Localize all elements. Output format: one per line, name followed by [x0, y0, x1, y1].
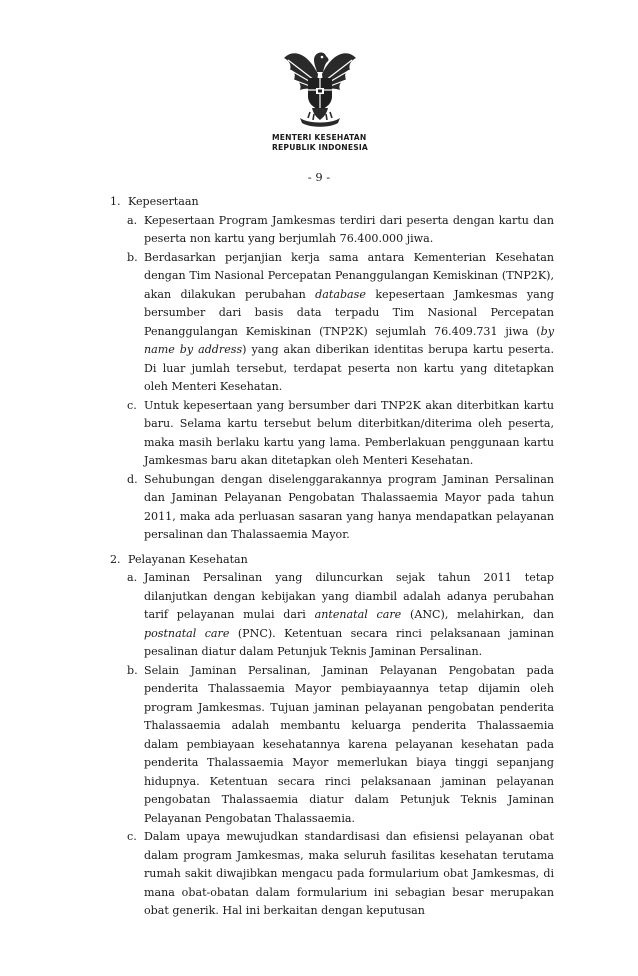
item-text: Kepesertaan Program Jamkesmas terdiri dari peserta dengan kartu dan peserta non kartu yang berjumlah 76.400.000 jiwa.	[144, 213, 554, 245]
section-heading: Kepesertaan	[128, 195, 199, 208]
item-text-italic: by name by address	[144, 324, 554, 356]
item-letter: a.	[127, 213, 138, 227]
item-text: Untuk kepesertaan yang bersumber dari TNP2K akan diterbitkan kartu baru. Selama kartu tersebut belum diterbitkan/diterima oleh peserta, maka masih berlaku kartu yang lama. Pemberlakuan penggunaan kartu Jamkesmas baru akan ditetapkan oleh Menteri Kesehatan.	[144, 398, 554, 467]
item-text: Sehubungan dengan diselenggarakannya program Jaminan Persalinan dan Jaminan Pelayanan Pengobatan Thalassaemia Mayor pada tahun 2011, maka ada perluasan sasaran yang hanya mendapatkan pelayanan persalinan dan Thalassaemia Mayor.	[144, 472, 554, 541]
list-item	[110, 471, 554, 545]
item-text-part: ) yang akan diberikan identitas berupa kartu peserta. Di luar jumlah tersebut, terdapat peserta non kartu yang ditetapkan oleh Menteri Kesehatan.	[144, 343, 554, 393]
item-text-part: (PNC). Ketentuan secara rinci pelaksanaan jaminan pesalinan diatur dalam Petunjuk Teknis Jaminan Persalinan.	[144, 626, 554, 658]
item-letter: b.	[127, 250, 138, 264]
item-letter: b.	[127, 663, 138, 677]
letterhead	[0, 0, 638, 190]
list-item	[110, 249, 554, 397]
ministry-line-1: MENTERI KESEHATAN	[272, 133, 367, 142]
section-title	[110, 551, 554, 570]
section-heading: Pelayanan Kesehatan	[128, 552, 248, 566]
section-number: 1.	[110, 195, 121, 208]
item-letter: d.	[127, 472, 138, 486]
garuda-emblem-icon	[278, 44, 362, 130]
item-text-italic: postnatal care	[144, 626, 230, 640]
list-item	[110, 397, 554, 471]
item-text-part: (ANC), melahirkan, dan	[401, 608, 554, 621]
item-text-italic: antenatal care	[314, 608, 402, 621]
section-number: 2.	[110, 552, 121, 566]
item-letter: c.	[127, 830, 137, 843]
item-text: Selain Jaminan Persalinan, Jaminan Pelayanan Pengobatan pada penderita Thalassaemia Mayor pembiayaannya tetap dijamin oleh program Jamkesmas. Tujuan jaminan pelayanan pengobatan penderita Thalassaemia adalah membantu keluarga penderita Thalassaemia dalam pembiayaan kesehatannya karena pelayanan kesehatan pada penderita Thalassaemia Mayor memerlukan biaya tinggi sepanjang hidupnya. Ketentuan secara rinci pelaksanaan jaminan pelayanan pengobatan Thalassaemia diatur dalam Petunjuk Teknis Jaminan Pelayanan Pengobatan Thalassaemia.	[144, 663, 554, 825]
list-item	[110, 662, 554, 829]
document-body	[110, 193, 554, 921]
item-letter: c.	[127, 398, 137, 412]
list-item	[110, 828, 554, 921]
ministry-line-2: REPUBLIK INDONESIA	[272, 143, 369, 152]
list-item	[110, 212, 554, 249]
item-text: Dalam upaya mewujudkan standardisasi dan efisiensi pelayanan obat dalam program Jamkesmas, maka seluruh fasilitas kesehatan terutama rumah sakit diwajibkan mengacu pada formularium obat Jamkesmas, di mana obat-obatan dalam formularium ini sebagian besar merupakan obat generik. Hal ini berkaitan dengan keputusan	[144, 830, 554, 917]
item-letter: a.	[127, 571, 138, 584]
item-text-part: Jaminan Persalinan yang diluncurkan sejak tahun 2011 tetap dilanjutkan dengan kebijakan yang diambil adalah adanya perubahan tarif pelayanan mulai dari	[144, 571, 554, 621]
ministry-name	[272, 133, 382, 153]
item-text-part: kepesertaan Jamkesmas yang bersumber dari basis data terpadu Tim Nasional Percepatan Penanggulangan Kemiskinan (TNP2K) sejumlah 76.409.731 jiwa (	[144, 287, 554, 338]
item-text-part: Berdasarkan perjanjian kerja sama antara Kementerian Kesehatan dengan Tim Nasional Percepatan Penanggulangan Kemiskinan (TNP2K), akan dilakukan perubahan	[144, 250, 554, 301]
section-title	[110, 193, 554, 212]
item-text-italic: database	[315, 287, 366, 301]
page-number: - 9 -	[307, 170, 331, 184]
list-item	[110, 569, 554, 662]
